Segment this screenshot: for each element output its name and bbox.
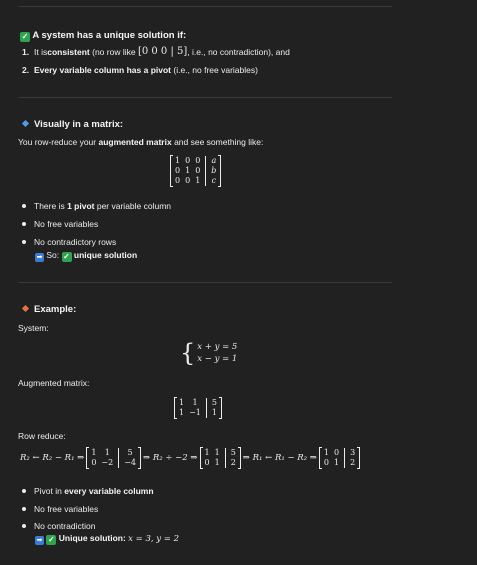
top-divider xyxy=(18,6,392,7)
inline-contradiction-row: [0 0 0 | 5] xyxy=(137,46,188,57)
matrix-cell: 0 xyxy=(175,166,181,175)
equation-1: x + y = 5 xyxy=(197,342,238,352)
rref-bullet-1: There is 1 pivot per variable column xyxy=(34,201,172,211)
section2-intro: You row-reduce your augmented matrix and see something like: xyxy=(18,137,264,147)
matrix-cell: 5 xyxy=(230,448,236,457)
matrix-cell: 1 xyxy=(195,176,201,185)
augmented-label: Augmented matrix: xyxy=(18,378,90,388)
matrix-cell: −1 xyxy=(189,408,201,417)
step-2-op: ⇒ R₂ ÷ −2 ⇒ xyxy=(143,453,198,463)
matrix-cell: 1 xyxy=(185,166,191,175)
matrix-cell: 1 xyxy=(334,458,340,467)
rref-bullet-2: No free variables xyxy=(34,219,99,229)
matrix-cell: 5 xyxy=(127,448,133,457)
augment-bar xyxy=(225,448,226,458)
rref-matrix xyxy=(170,155,221,187)
section-divider xyxy=(18,97,392,98)
augment-bar xyxy=(205,176,206,186)
augment-bar xyxy=(206,398,207,408)
check-icon: ✓ xyxy=(21,32,29,41)
matrix-cell: 0 xyxy=(185,176,191,185)
augment-bar xyxy=(118,458,119,468)
condition-item-2: 2. Every variable column has a pivot (i.e., no free variables) xyxy=(22,65,258,75)
system-label: System: xyxy=(18,323,49,333)
matrix-cell: 0 xyxy=(323,458,330,467)
orange-diamond-icon xyxy=(22,305,29,312)
matrix-cell: 0 xyxy=(195,156,201,165)
section1-heading: ✓ A system has a unique solution if: xyxy=(21,30,187,41)
condition-item-1: 1. It is consistent (no row like [0 0 0 | 5] , i.e., no contradiction), and xyxy=(22,46,290,57)
matrix-cell: −4 xyxy=(124,458,136,467)
matrix-cell: b xyxy=(211,166,217,175)
matrix-cell: 1 xyxy=(104,448,110,457)
rref-bullet-3: No contradictory rows xyxy=(34,237,117,247)
matrix-cell: 1 xyxy=(91,448,97,457)
equation-2: x − y = 1 xyxy=(197,354,238,364)
matrix-cell: 5 xyxy=(211,398,217,407)
matrix-cell: 0 xyxy=(175,176,181,185)
final-answer: ➡ ✓ Unique solution: x = 3, y = 2 xyxy=(36,533,180,544)
right-arrow-icon: ➡ xyxy=(36,537,43,544)
matrix-cell: a xyxy=(211,156,217,165)
matrix-cell: 0 xyxy=(185,156,191,165)
matrix-cell: 3 xyxy=(350,448,356,457)
matrix-cell: −2 xyxy=(101,458,114,467)
matrix-cell: 1 xyxy=(179,398,185,407)
matrix-cell: 1 xyxy=(175,156,181,165)
augment-bar xyxy=(118,448,119,458)
augment-bar xyxy=(205,156,206,166)
matrix-cell: 1 xyxy=(192,398,198,407)
right-arrow-icon: ➡ xyxy=(36,254,43,261)
matrix-cell: 1 xyxy=(211,408,217,417)
matrix-cell: 0 xyxy=(204,458,210,467)
rref-conclusion: ➡ So: ✓ unique solution xyxy=(36,250,138,261)
matrix-cell: c xyxy=(211,176,217,185)
augment-bar xyxy=(344,458,345,468)
augment-bar xyxy=(205,166,206,176)
augment-bar xyxy=(344,448,345,458)
section2-heading: Visually in a matrix: xyxy=(20,119,123,130)
augment-bar xyxy=(225,458,226,468)
step-1-op: R₂ ← R₂ − R₁ ⇒ xyxy=(20,453,85,463)
section3-heading: Example: xyxy=(20,304,76,315)
matrix-cell: 1 xyxy=(214,448,220,457)
matrix-cell: 1 xyxy=(179,408,185,417)
check-icon: ✓ xyxy=(48,535,55,544)
matrix-cell: 2 xyxy=(230,458,236,467)
matrix-cell: 0 xyxy=(91,458,97,467)
blue-diamond-icon xyxy=(22,120,29,127)
reduce-label: Row reduce: xyxy=(18,431,66,441)
augment-bar xyxy=(206,408,207,418)
matrix-cell: 1 xyxy=(214,458,220,467)
matrix-cell: 0 xyxy=(334,448,340,457)
example-bullet-2: No free variables xyxy=(34,504,99,514)
example-bullet-3: No contradiction xyxy=(34,521,96,531)
matrix-cell: 1 xyxy=(323,448,330,457)
step-3-op: ⇒ R₁ ← R₁ − R₂ ⇒ xyxy=(242,453,317,463)
matrix-cell: 2 xyxy=(350,458,356,467)
augmented-matrix xyxy=(174,397,222,419)
row-reduction-steps xyxy=(18,447,360,469)
matrix-cell: 1 xyxy=(204,448,210,457)
section-divider xyxy=(18,282,392,283)
example-bullet-1: Pivot in every variable column xyxy=(34,486,154,496)
equation-system: { x + y = 5 x − y = 1 xyxy=(180,339,238,367)
check-icon: ✓ xyxy=(63,252,70,261)
matrix-cell: 0 xyxy=(195,166,201,175)
